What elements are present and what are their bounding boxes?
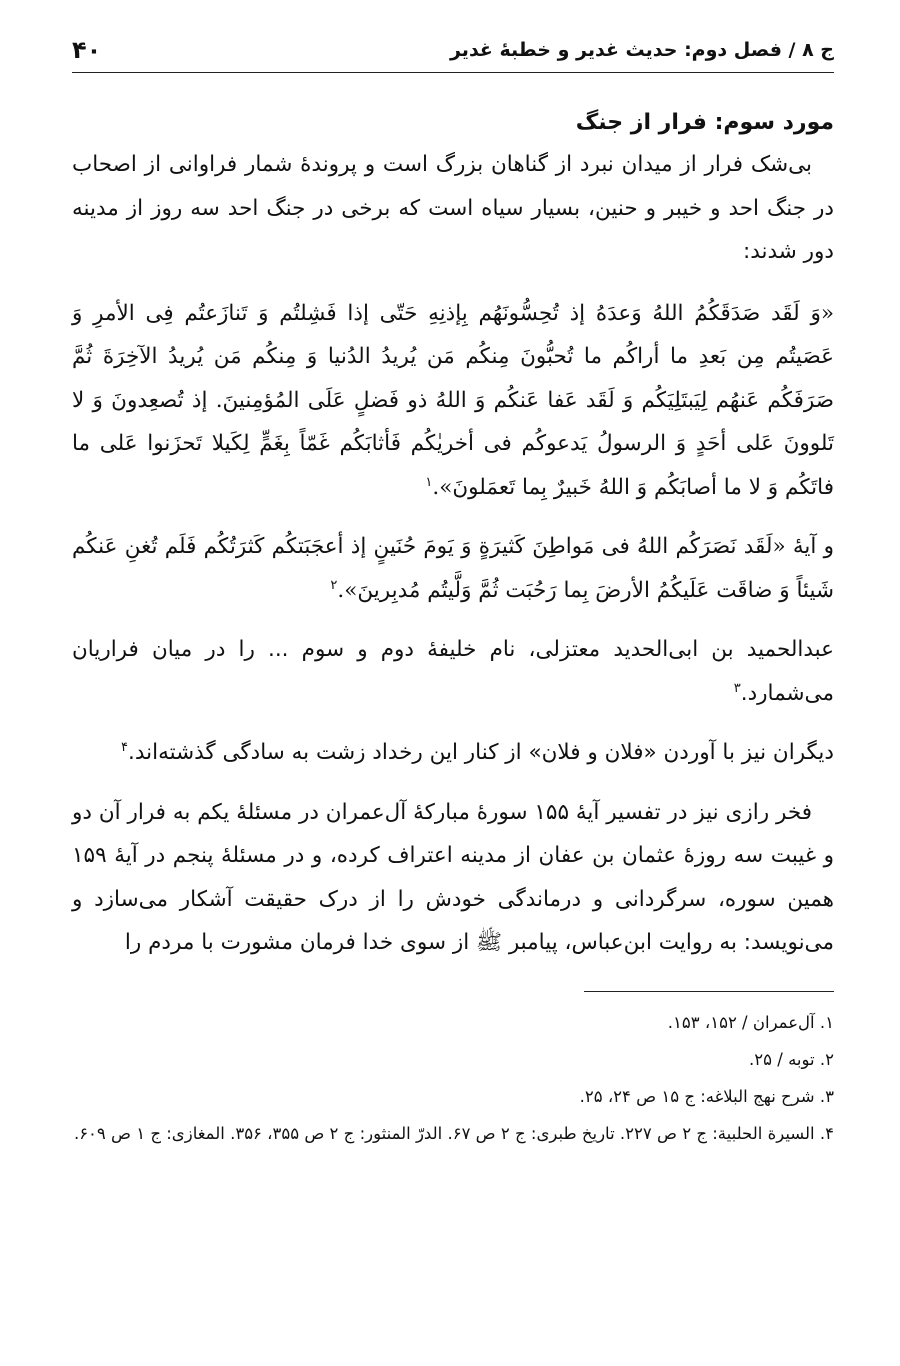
- paragraph-others-text: دیگران نیز با آوردن «فلان و فلان» از کنار این رخداد زشت به سادگی گذشته‌اند.: [128, 740, 834, 765]
- footnote-item: ۳. شرح نهج البلاغه: ج ۱۵ ص ۲۴، ۲۵.: [579, 1086, 834, 1106]
- running-title: ج ۸ / فصل دوم: حدیث غدیر و خطبۀ غدیر: [449, 39, 834, 61]
- footnote-item: ۴. السیرة الحلبیة: ج ۲ ص ۲۲۷. تاریخ طبری: ج ۲ ص ۶۷. الدرّ المنثور: ج ۲ ص ۳۵۵، ۳۵۶. المغازی: ج ۱ ص ۶۰۹.: [73, 1123, 834, 1143]
- footnote-ref-1: ۱: [425, 474, 433, 490]
- paragraph-intro: بی‌شک فرار از میدان نبرد از گناهان بزرگ است و پروندۀ شمار فراوانی از اصحاب در جنگ احد و خیبر و حنین، بسیار سیاه است که برخی در جنگ احد سه روز از مدینه دور شدند:: [72, 152, 834, 264]
- book-page: [72, 28, 834, 1348]
- paragraph-fakhr-razi: فخر رازی نیز در تفسیر آیۀ ۱۵۵ سورۀ مبارکۀ آل‌عمران در مسئلۀ یکم به فرار آن دو و غیبت سه روزۀ عثمان بن عفان از مدینه اعتراف کرده، و در مسئلۀ پنجم در آیۀ ۱۵۹ همین سوره، سرگردانی و درماندگی خودش را از درک حقیقت آشکار می‌سازد و می‌نویسد: به روایت ابن‌عباس، پیامبر ﷺ از سوی خدا فرمان مشورت با مردم را: [72, 799, 834, 955]
- footnote-divider: [584, 991, 834, 992]
- footnote-item: ۲. توبه / ۲۵.: [749, 1049, 834, 1069]
- footnote-ref-4: ۴: [121, 739, 129, 755]
- footnotes: [72, 1006, 834, 1150]
- footnote-ref-3: ۳: [733, 680, 741, 696]
- paragraph-ibn-abi-al-hadid: [72, 628, 834, 715]
- page-number: ۴۰: [72, 36, 102, 64]
- footnote-item: ۱. آل‌عمران / ۱۵۲، ۱۵۳.: [667, 1012, 834, 1032]
- running-header: [72, 28, 834, 73]
- quran-verse-1: [72, 292, 834, 510]
- quran-verse-1-text: «وَ لَقَد صَدَقَکُمُ اللهُ وَعدَهُ إذ تُحِسُّونَهُم بِإذنِهِ حَتّی إذا فَشِلتُم وَ تَنازَعتُم فِی الأمرِ وَ عَصَیتُم مِن بَعدِ ما أراکُم ما تُحبُّونَ مِنکُم مَن یُریدُ الدُنیا وَ مِنکُم مَن یُریدُ الآخِرَةَ ثُمَّ صَرَفَکُم عَنهُم لِیَبتَلِیَکُم وَ لَقَد عَفا عَنکُم وَ اللهُ ذو فَضلٍ عَلَی المُؤمِنینَ. إذ تُصعِدونَ وَ لا تَلوونَ عَلی أحَدٍ وَ الرسولُ یَدعوکُم فی أخریٰکُم فَأثابَکُم غَمّاً بِغَمٍّ لِکَیلا تَحزَنوا عَلی ما فاتَکُم وَ لا ما أصابَکُم وَ اللهُ خَبیرٌ بِما تَعمَلونَ».: [72, 300, 834, 500]
- body-text: [72, 103, 834, 965]
- paragraph-verse-2-text: و آیۀ «لَقَد نَصَرَکُم اللهُ فی مَواطِنَ کَثیرَةٍ وَ یَومَ حُنَینٍ إذ أعجَبَتکُم کَثرَتُکُم فَلَم تُغنِ عَنکُم شَیئاً وَ ضاقَت عَلَیکُمُ الأرضَ بِما رَحُبَت ثُمَّ وَلَّیتُم مُدبِرینَ».: [72, 534, 834, 603]
- paragraph-ibn-abi-al-hadid-text: عبدالحمید بن ابی‌الحدید معتزلی، نام خلیفۀ دوم و سوم ... را در میان فراریان می‌شمارد.: [72, 637, 834, 706]
- paragraph-verse-2: [72, 525, 834, 612]
- footnote-ref-2: ۲: [330, 577, 338, 593]
- section-heading: مورد سوم: فرار از جنگ: [575, 110, 834, 135]
- paragraph-others: [72, 731, 834, 775]
